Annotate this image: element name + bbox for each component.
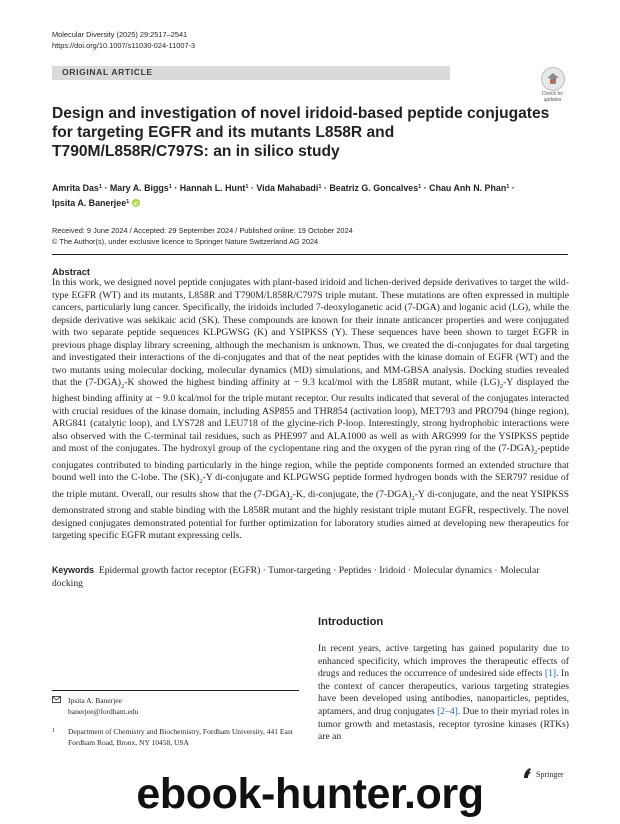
article-type-label: ORIGINAL ARTICLE bbox=[62, 67, 153, 77]
publisher-name: Springer bbox=[536, 770, 564, 779]
article-type-bar bbox=[52, 66, 450, 80]
correspondence-block bbox=[52, 696, 302, 717]
subscript: 2 bbox=[120, 382, 125, 390]
affiliation-text: Department of Chemistry and Biochemistry, Fordham University, 441 East Fordham Road, Bronx, NY 10458, USA bbox=[68, 727, 293, 747]
introduction-heading: Introduction bbox=[318, 616, 384, 628]
author-affiliation-marker: 1 bbox=[126, 198, 130, 205]
author-separator: · bbox=[248, 183, 257, 193]
author-name[interactable]: Vida Mahabadi bbox=[256, 183, 319, 193]
author-name[interactable]: Ipsita A. Banerjee bbox=[52, 197, 127, 208]
subscript: 2 bbox=[289, 494, 293, 502]
author-affiliation-marker: 1 bbox=[418, 184, 422, 190]
introduction-body: In recent years, active targeting has gained popularity due to enhanced specificity, which improves the therapeutic effects of drugs and reduces the occurrence of undesired side effects [1]. In the context of cancer therapeutics, various targeting strategies have been developed using antibodies, nanoparticles, peptides, aptamers, and drug conjugates [2–4]. Due to their myriad roles in tumor growth and metastasis, receptor tyrosine kinases (RTKs) are an bbox=[318, 643, 569, 743]
keywords-list: Epidermal growth factor receptor (EGFR) · Tumor-targeting · Peptides · Iridoid · Molecular dynamics · Molecular docking bbox=[52, 565, 540, 589]
subscript: 2 bbox=[199, 478, 203, 486]
envelope-icon bbox=[52, 696, 68, 707]
keywords-label: Keywords bbox=[52, 565, 95, 575]
author-separator: · bbox=[321, 183, 330, 193]
section-divider bbox=[52, 254, 568, 255]
corresponding-author-email[interactable]: banerjee@fordham.edu bbox=[68, 706, 139, 716]
author-affiliation-marker: 1 bbox=[168, 184, 172, 190]
corresponding-author-name: Ipsita A. Banerjee bbox=[68, 696, 122, 705]
author-name[interactable]: Chau Anh N. Phan bbox=[429, 183, 507, 193]
author-separator: · bbox=[421, 183, 430, 193]
author-name[interactable]: Mary A. Biggs bbox=[109, 183, 169, 193]
author-affiliation-marker: 1 bbox=[245, 184, 249, 190]
citation-link[interactable]: [1] bbox=[544, 668, 557, 680]
keywords bbox=[52, 564, 569, 590]
publication-history: Received: 9 June 2024 / Accepted: 29 September 2024 / Published online: 19 October 2024 bbox=[52, 226, 353, 235]
subscript: 2 bbox=[499, 382, 504, 390]
check-for-updates-button[interactable] bbox=[537, 67, 568, 103]
author-separator: · bbox=[171, 183, 180, 193]
orcid-icon[interactable] bbox=[132, 199, 140, 207]
affiliation bbox=[52, 727, 302, 748]
citation-link[interactable]: [2–4] bbox=[437, 705, 458, 717]
subscript: 2 bbox=[534, 449, 538, 457]
subscript: 2 bbox=[411, 494, 415, 502]
author-separator: · bbox=[509, 183, 515, 193]
author-name[interactable]: Hannah L. Hunt bbox=[179, 183, 246, 193]
author-affiliation-marker: 1 bbox=[98, 184, 102, 190]
author-affiliation-marker: 1 bbox=[318, 184, 322, 190]
check-updates-icon bbox=[541, 67, 565, 91]
author-list bbox=[52, 181, 562, 210]
copyright-notice: © The Author(s), under exclusive licence to Springer Nature Switzerland AG 2024 bbox=[52, 236, 319, 246]
footnote-divider bbox=[52, 690, 299, 691]
author-affiliation-marker: 1 bbox=[506, 184, 510, 190]
author-name[interactable]: Beatriz G. Goncalves bbox=[329, 183, 419, 193]
article-title: Design and investigation of novel iridoid-based peptide conjugates for targeting EGFR and its mutants L858R and T790M/L858R/C797S: an in silico study bbox=[52, 105, 550, 160]
check-updates-label: Check for updates bbox=[541, 91, 564, 103]
article-dates bbox=[52, 226, 572, 247]
watermark: ebook-hunter.org bbox=[136, 770, 484, 818]
journal-citation: Molecular Diversity (2025) 29:2517–2541 bbox=[52, 30, 188, 39]
journal-header bbox=[52, 30, 352, 51]
abstract-body: In this work, we designed novel peptide conjugates with plant-based iridoid and lichen-derived depside derivatives to target the wild-type EGFR (WT) and its mutants, L858R and T790M/L858R/C797S triple mutant. These mutations are often expressed in multiple cancers, particularly lung cancer. Specifically, the iridoids included 7-deoxyloganetic acid (7-DGA) and loganic acid (LG), while the depside derivative was sekikaic acid (SK). These compounds are known for their innate anticancer properties and were conjugated with two separate peptide sequences KLPGWSG (K) and YSIPKSS (Y). These sequences have been shown to target EGFR in previous phage display library screening, although the mechanism is unknown. Thus, we created the di-conjugates for dual targeting and investigated their interactions of the di-conjugates and that of the neat peptides with the kinase domain of EGFR (WT) and the two mutants using molecular docking, molecular dynamics (MD) simulations, and MM-GBSA analysis. Docking studies revealed that the $(7-DGA)_2-K$ showed the highest binding affinity at − 9.3 kcal/mol with the L858R mutant, while $(LG)_2-Y$ displayed the highest binding affinity at − 9.0 kcal/mol for the triple mutant receptor. Our results indicated that several of the conjugates interacted with crucial residues of the kinase domain, including ASP855 and THR854 (activation loop), MET793 and PRO794 (hinge region), ARG841 (catalytic loop), and LYS728 and LEU718 of the glycine-rich P-loop. Interestingly, strong hydrophobic interactions were also observed with the C-terminal tail residues, such as PHE997 and ALA1000 as well as with ARG999 for the YSIPKSS peptide and most of the conjugates. The hydroxyl group of the cyclopentane ring and the oxygen of the pyran ring of the $(7-DGA)_2$-peptide conjugates contributed to binding particularly in the hinge region, while the peptide components formed an extended structure that bound well into the C-lobe. The $(SK)_2-Y$ di-conjugate and KLPGWSG peptide formed hydrogen bonds with the SER797 residue of the triple mutant. Overall, our results show that the $(7-DGA)_2-K$, di-conjugate, the $(7-DGA)_2-Y$ di-conjugate, and the neat YSIPKSS demonstrated strong and stable binding with the L858R mutant and the highly resistant triple mutant EGFR, respectively. The novel designed conjugates demonstrated potential for further optimization for laboratory studies aimed at developing new therapeutics for targeting specific EGFR mutant expressing cells. bbox=[52, 277, 569, 542]
doi-link[interactable]: https://doi.org/10.1007/s11030-024-11007-3 bbox=[52, 40, 196, 50]
abstract-heading: Abstract bbox=[52, 266, 91, 277]
author-name[interactable]: Amrita Das bbox=[52, 183, 99, 193]
author-separator: · bbox=[101, 183, 110, 193]
affiliation-number: 1 bbox=[52, 728, 55, 734]
svg-text:iD: iD bbox=[133, 200, 139, 207]
